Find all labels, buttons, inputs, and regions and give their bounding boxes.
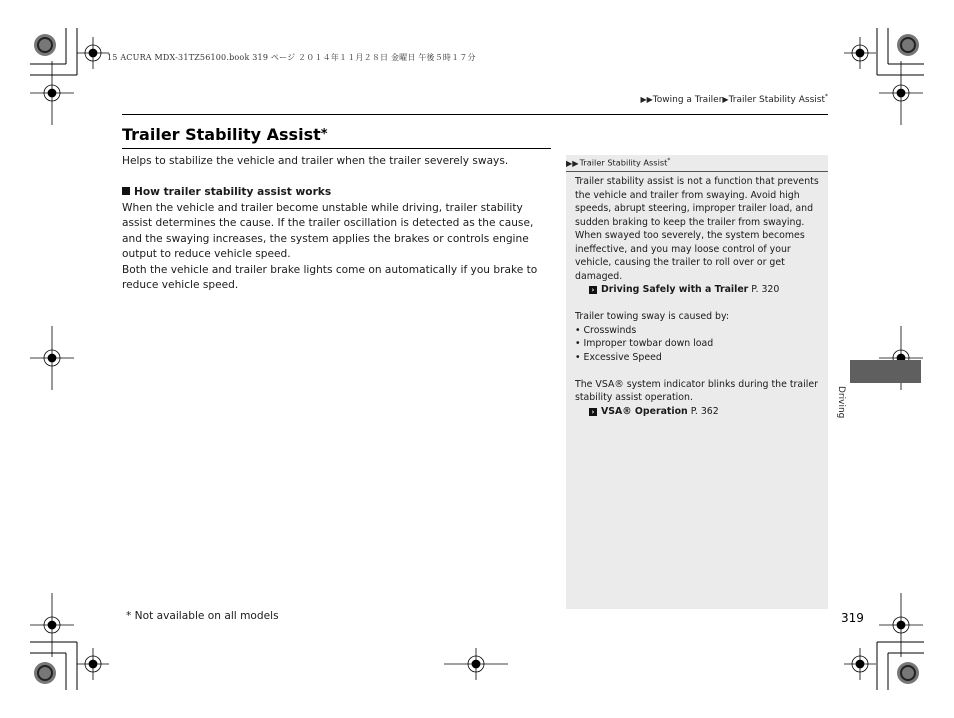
reference-2-title[interactable]: VSA® Operation	[601, 405, 688, 417]
sidebar-paragraph-1: Trailer stability assist is not a function that prevents the vehicle and trailer from swaying. Avoid high speeds, abrupt steering, improper trailer load, and sudden braking to keep the trailer from swaying. When swayed too severely, the system becomes ineffective, and you may loose control of your vehicle, causing the trailer to roll over or get damaged.	[575, 176, 819, 282]
breadcrumb-part-current: Trailer Stability Assist	[728, 95, 825, 105]
bullet-item: • Crosswinds	[575, 324, 637, 336]
breadcrumb	[640, 93, 828, 105]
footnote: * Not available on all models	[126, 610, 279, 622]
reference-2-page[interactable]: P. 362	[690, 405, 719, 417]
sidebar-heading-rule	[566, 171, 828, 172]
reference-arrow-icon: ›	[589, 408, 597, 416]
subheading	[122, 185, 554, 201]
breadcrumb-part-towing[interactable]: Towing a Trailer	[652, 95, 723, 105]
breadcrumb-star: *	[825, 93, 828, 100]
section-tab-label: Driving	[836, 386, 846, 419]
main-content	[122, 154, 554, 294]
page-title-star: *	[320, 127, 328, 142]
page-number: 319	[841, 611, 864, 625]
page-title	[122, 125, 328, 144]
sidebar-heading-star: *	[667, 157, 671, 164]
bullet-item: • Improper towbar down load	[575, 338, 714, 349]
subheading-text: How trailer stability assist works	[134, 186, 332, 198]
bullet-item: • Excessive Speed	[575, 351, 662, 363]
reference-1-title[interactable]: Driving Safely with a Trailer	[601, 284, 749, 295]
sidebar-marker-icon: ▶▶	[566, 157, 579, 168]
paragraph-1: When the vehicle and trailer become unstable while driving, trailer stability assist determines the cause. If the trailer oscillation is detected as the cause, and the swaying increases, the system applies the brakes or controls engine output to reduce vehicle speed.	[122, 201, 534, 260]
title-rule	[122, 148, 551, 149]
breadcrumb-separator-icon: ▶	[722, 95, 729, 104]
sidebar-body	[575, 175, 821, 418]
sidebar-paragraph-3: The VSA® system indicator blinks during the trailer stability assist operation.	[575, 378, 818, 403]
sidebar-heading-text: Trailer Stability Assist	[579, 157, 668, 168]
bullet-text: Excessive Speed	[583, 351, 662, 363]
reference-arrow-icon: ›	[589, 286, 597, 294]
sidebar-reference-1[interactable]	[575, 283, 821, 297]
sidebar-heading	[566, 155, 828, 171]
sidebar-paragraph-2: Trailer towing sway is caused by:	[575, 311, 730, 322]
bullet-text: Crosswinds	[583, 324, 637, 336]
reference-1-page[interactable]: P. 320	[751, 284, 780, 295]
page-title-text: Trailer Stability Assist	[122, 125, 321, 144]
paragraph-2: Both the vehicle and trailer brake lights come on automatically if you brake to reduce vehicle speed.	[122, 263, 538, 291]
intro-text: Helps to stabilize the vehicle and trailer when the trailer severely sways.	[122, 155, 509, 167]
sidebar-reference-2[interactable]	[575, 405, 821, 419]
breadcrumb-marker-icon: ▶▶	[640, 95, 653, 104]
sidebar-notes	[566, 155, 828, 609]
bullet-text: Improper towbar down load	[583, 338, 714, 349]
section-tab[interactable]	[850, 360, 921, 383]
square-bullet-icon	[122, 187, 130, 195]
print-header: 15 ACURA MDX-31TZ56100.book 319 ページ ２０１４年１１月２８日 金曜日 午後５時１７分	[107, 53, 476, 62]
header-rule	[122, 114, 828, 115]
